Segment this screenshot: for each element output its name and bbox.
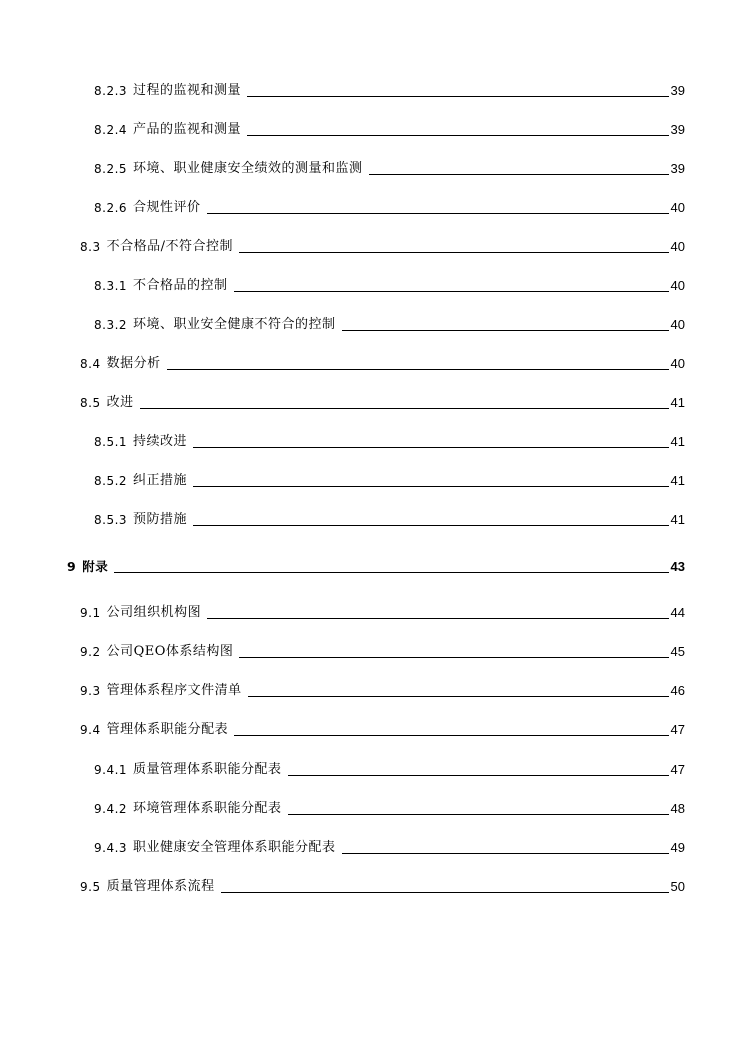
toc-leader-line	[140, 408, 669, 409]
toc-entry-number: 9.5	[80, 880, 101, 894]
toc-entry[interactable]	[80, 389, 685, 411]
toc-entry[interactable]	[67, 553, 685, 575]
toc-entry-number: 8.5	[80, 396, 101, 410]
toc-entry-title: 不合格品/不符合控制	[106, 239, 233, 254]
toc-entry-page-number: 39	[670, 161, 685, 176]
toc-leader-line	[234, 291, 669, 292]
toc-entry-number: 9.1	[80, 606, 101, 620]
toc-entry[interactable]	[94, 756, 685, 778]
toc-entry-page-number: 41	[670, 395, 685, 410]
toc-entry-title: 附录	[82, 559, 109, 574]
toc-entry-page-number: 40	[670, 356, 685, 371]
toc-entry-title: 环境、职业健康安全绩效的测量和监测	[133, 161, 363, 176]
toc-entry[interactable]	[94, 272, 685, 294]
toc-entry[interactable]	[94, 834, 685, 856]
toc-entry-title: 预防措施	[133, 512, 188, 527]
toc-entry-page-number: 40	[670, 200, 685, 215]
toc-entry[interactable]	[94, 428, 685, 450]
toc-entry[interactable]	[80, 873, 685, 895]
toc-entry-number: 8.3.1	[94, 279, 128, 293]
toc-entry-number: 8.5.1	[94, 435, 128, 449]
toc-entry-title: 持续改进	[133, 434, 188, 449]
toc-entry-page-number: 39	[670, 122, 685, 137]
toc-entry[interactable]	[94, 467, 685, 489]
toc-leader-line	[247, 135, 668, 136]
toc-entry-title: 职业健康安全管理体系职能分配表	[133, 840, 336, 855]
toc-entry-number: 8.2.5	[94, 162, 128, 176]
toc-entry-page-number: 39	[670, 83, 685, 98]
toc-entry[interactable]	[94, 506, 685, 528]
toc-entry[interactable]	[94, 194, 685, 216]
toc-entry-number: 9.4.2	[94, 802, 128, 816]
toc-leader-line	[114, 572, 668, 573]
toc-entry-page-number: 41	[670, 512, 685, 527]
toc-entry-title: 合规性评价	[133, 200, 201, 215]
toc-entry-page-number: 40	[670, 239, 685, 254]
toc-entry-title: 公司QEO体系结构图	[106, 644, 234, 659]
toc-leader-line	[288, 814, 669, 815]
toc-leader-line	[248, 696, 669, 697]
toc-entry-page-number: 41	[670, 473, 685, 488]
toc-entry-page-number: 47	[670, 722, 685, 737]
toc-entry-number: 8.2.3	[94, 84, 128, 98]
toc-entry-number: 9.4	[80, 723, 101, 737]
toc-entry-number: 8.3	[80, 240, 101, 254]
toc-entry-title: 数据分析	[106, 356, 161, 371]
toc-entry-page-number: 40	[670, 278, 685, 293]
toc-leader-line	[193, 525, 668, 526]
toc-entry[interactable]	[80, 638, 685, 660]
toc-leader-line	[207, 213, 669, 214]
toc-leader-line	[234, 735, 668, 736]
toc-leader-line	[247, 96, 668, 97]
toc-leader-line	[221, 892, 669, 893]
toc-leader-line	[207, 618, 668, 619]
toc-entry-page-number: 46	[670, 683, 685, 698]
toc-entry-page-number: 41	[670, 434, 685, 449]
toc-entry-number: 9.4.1	[94, 763, 128, 777]
toc-entry-number: 8.2.6	[94, 201, 128, 215]
toc-entry-title: 改进	[106, 395, 134, 410]
toc-entry-number: 9.3	[80, 684, 101, 698]
toc-entry-title: 公司组织机构图	[106, 605, 202, 620]
toc-entry-number: 9.2	[80, 645, 101, 659]
toc-entry[interactable]	[94, 795, 685, 817]
toc-entry-number: 8.3.2	[94, 318, 128, 332]
toc-entry-number: 8.4	[80, 357, 101, 371]
toc-entry-page-number: 50	[670, 879, 685, 894]
toc-entry[interactable]	[94, 77, 685, 99]
toc-entry-number: 9.4.3	[94, 841, 128, 855]
toc-entry-page-number: 49	[670, 840, 685, 855]
toc-leader-line	[342, 330, 669, 331]
toc-entry[interactable]	[80, 599, 685, 621]
toc-entry[interactable]	[94, 311, 685, 333]
toc-entry-page-number: 44	[670, 605, 685, 620]
toc-leader-line	[342, 853, 669, 854]
toc-entry[interactable]	[80, 716, 685, 738]
toc-entry-title: 过程的监视和测量	[133, 83, 242, 98]
toc-entry-title: 管理体系职能分配表	[106, 722, 229, 737]
toc-entry-title: 产品的监视和测量	[133, 122, 242, 137]
toc-entry-number: 8.2.4	[94, 123, 128, 137]
toc-leader-line	[167, 369, 669, 370]
toc-entry-page-number: 43	[670, 559, 685, 574]
toc-entry-title: 管理体系程序文件清单	[106, 683, 242, 698]
toc-leader-line	[193, 447, 668, 448]
toc-entry-title: 质量管理体系流程	[106, 879, 215, 894]
toc-entry-title: 纠正措施	[133, 473, 188, 488]
toc-leader-line	[193, 486, 668, 487]
toc-entry[interactable]	[80, 233, 685, 255]
toc-leader-line	[288, 775, 669, 776]
toc-entry-title: 质量管理体系职能分配表	[133, 762, 282, 777]
toc-entry-title: 环境、职业安全健康不符合的控制	[133, 317, 336, 332]
toc-entry-page-number: 45	[670, 644, 685, 659]
toc-entry[interactable]	[80, 350, 685, 372]
toc-entry-number: 8.5.2	[94, 474, 128, 488]
toc-entry[interactable]	[80, 677, 685, 699]
toc-entry[interactable]	[94, 116, 685, 138]
toc-entry[interactable]	[94, 155, 685, 177]
toc-leader-line	[239, 252, 669, 253]
toc-entry-page-number: 40	[670, 317, 685, 332]
toc-entry-title: 环境管理体系职能分配表	[133, 801, 282, 816]
toc-leader-line	[239, 657, 668, 658]
toc-leader-line	[369, 174, 669, 175]
toc-entry-page-number: 47	[670, 762, 685, 777]
toc-entry-number: 9	[67, 559, 77, 574]
toc-entry-title: 不合格品的控制	[133, 278, 228, 293]
toc-entry-page-number: 48	[670, 801, 685, 816]
toc-entry-number: 8.5.3	[94, 513, 128, 527]
